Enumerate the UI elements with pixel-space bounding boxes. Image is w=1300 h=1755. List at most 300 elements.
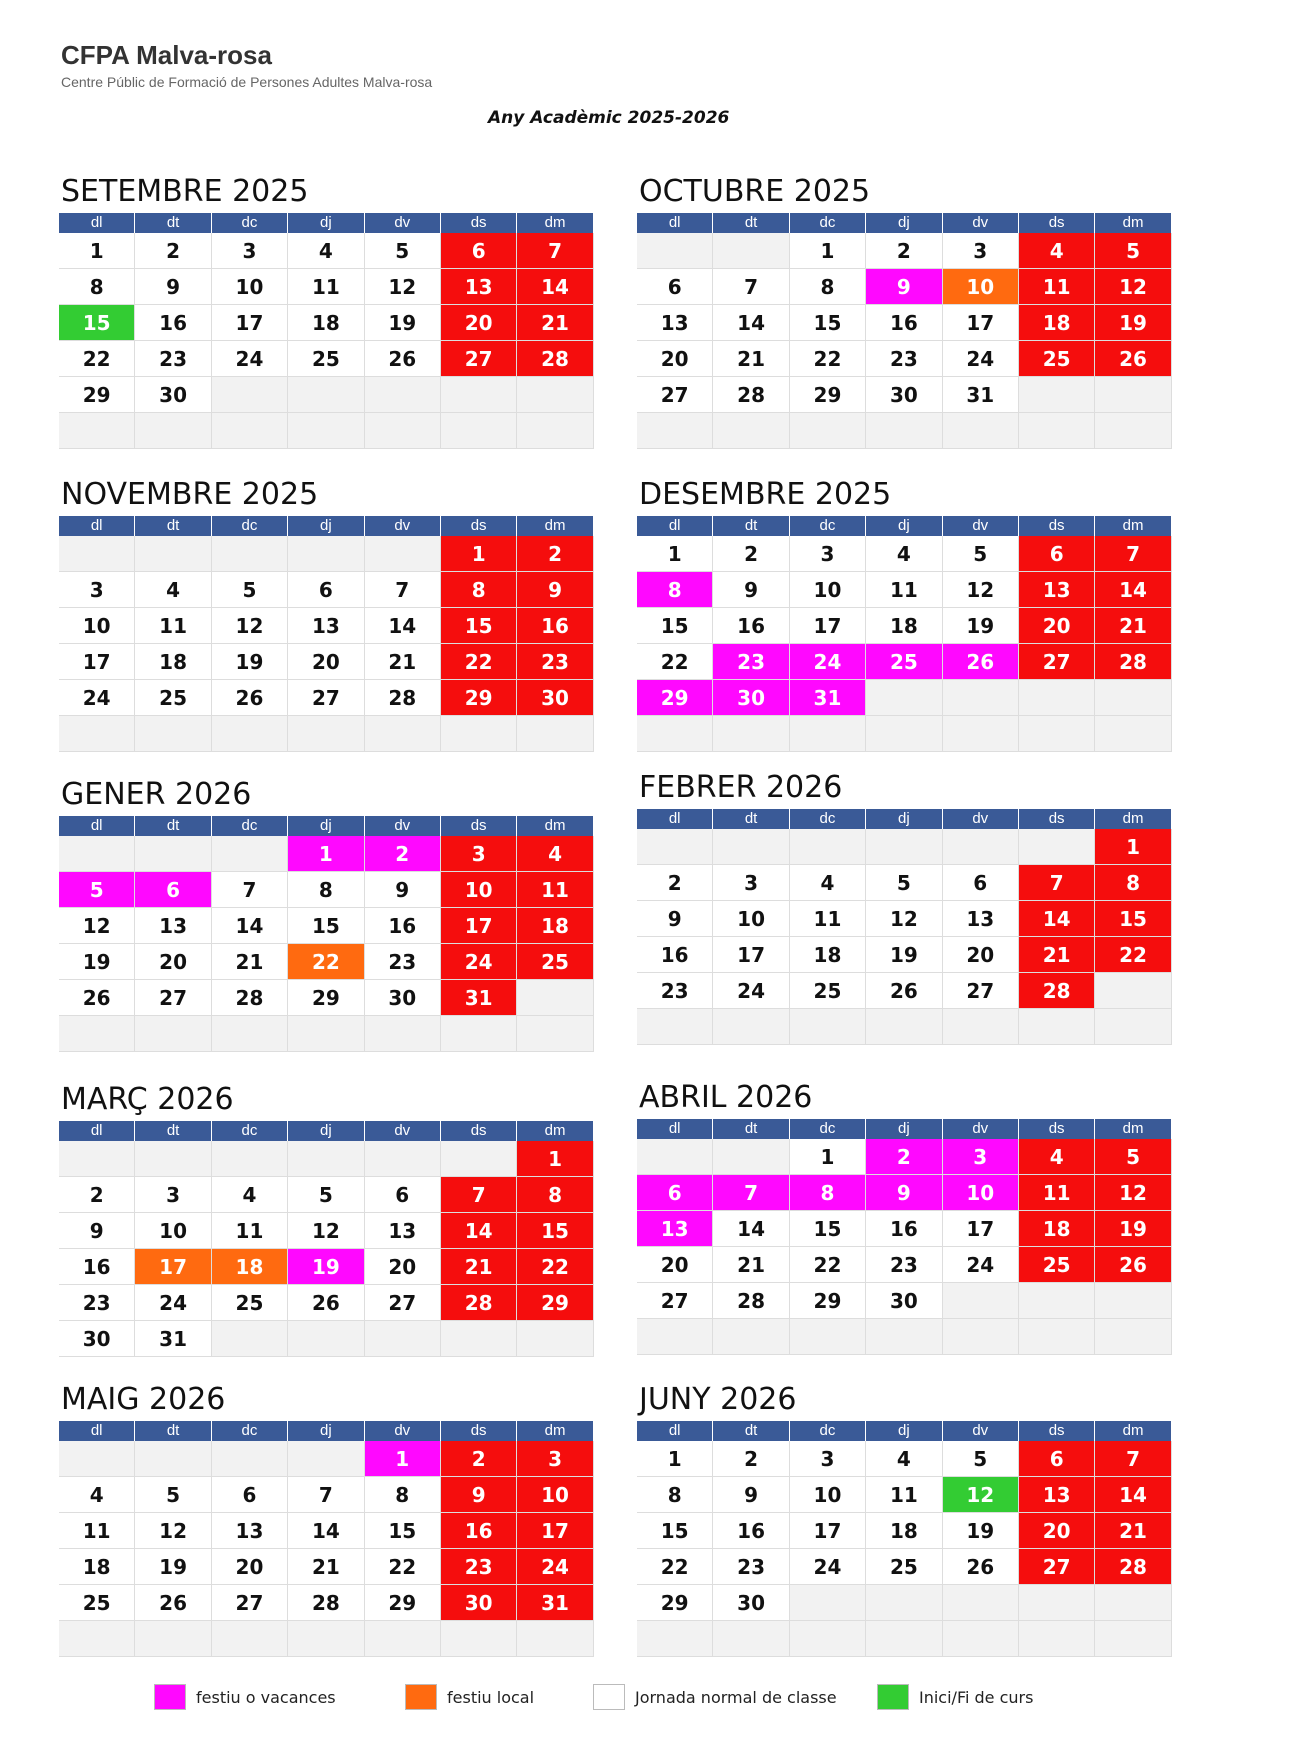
empty-day-cell: [59, 413, 135, 449]
day-cell: 1: [365, 1441, 441, 1477]
day-cell: 26: [59, 980, 135, 1016]
day-cell: 3: [135, 1177, 211, 1213]
day-cell: 1: [790, 233, 866, 269]
weekday-header: dl: [637, 809, 713, 829]
empty-day-cell: [943, 413, 1019, 449]
day-cell: 6: [943, 865, 1019, 901]
empty-day-cell: [790, 413, 866, 449]
day-cell: 20: [288, 644, 364, 680]
empty-day-cell: [790, 716, 866, 752]
day-cell: 30: [517, 680, 593, 716]
empty-day-cell: [1019, 1585, 1095, 1621]
day-cell: 31: [943, 377, 1019, 413]
day-cell: 15: [288, 908, 364, 944]
empty-day-cell: [943, 1621, 1019, 1657]
empty-day-cell: [135, 1441, 211, 1477]
day-cell: 17: [441, 908, 517, 944]
day-cell: 7: [1095, 536, 1171, 572]
day-cell: 17: [790, 1513, 866, 1549]
day-cell: 27: [1019, 1549, 1095, 1585]
day-cell: 27: [135, 980, 211, 1016]
day-cell: 27: [637, 377, 713, 413]
empty-day-cell: [1019, 829, 1095, 865]
day-cell: 25: [288, 341, 364, 377]
day-cell: 5: [135, 1477, 211, 1513]
month-grid: [637, 516, 1172, 752]
weekday-header: ds: [1019, 213, 1095, 233]
empty-day-cell: [637, 413, 713, 449]
day-cell: 9: [441, 1477, 517, 1513]
day-cell: 28: [365, 680, 441, 716]
day-cell: 21: [713, 1247, 789, 1283]
day-cell: 26: [212, 680, 288, 716]
weekday-header: dm: [1095, 809, 1171, 829]
day-cell: 25: [866, 644, 942, 680]
day-cell: 27: [365, 1285, 441, 1321]
empty-day-cell: [1095, 413, 1171, 449]
day-cell: 18: [288, 305, 364, 341]
empty-day-cell: [866, 413, 942, 449]
day-cell: 23: [866, 341, 942, 377]
day-cell: 10: [790, 1477, 866, 1513]
day-cell: 1: [637, 536, 713, 572]
day-cell: 20: [637, 1247, 713, 1283]
day-cell: 25: [212, 1285, 288, 1321]
legend-item-normal-day: [593, 1683, 837, 1711]
day-cell: 5: [288, 1177, 364, 1213]
day-cell: 16: [866, 1211, 942, 1247]
day-cell: 15: [59, 305, 135, 341]
day-cell: 24: [943, 341, 1019, 377]
day-cell: 23: [713, 1549, 789, 1585]
weekday-header: dj: [288, 1421, 364, 1441]
weekday-header: dc: [790, 1119, 866, 1139]
weekday-header: dj: [866, 1119, 942, 1139]
month-grid: [637, 1119, 1172, 1355]
weekday-header: dv: [943, 1421, 1019, 1441]
empty-day-cell: [441, 716, 517, 752]
empty-day-cell: [365, 413, 441, 449]
day-cell: 16: [713, 1513, 789, 1549]
day-cell: 4: [790, 865, 866, 901]
day-cell: 3: [713, 865, 789, 901]
empty-day-cell: [135, 836, 211, 872]
day-cell: 20: [1019, 1513, 1095, 1549]
empty-day-cell: [517, 377, 593, 413]
day-cell: 2: [365, 836, 441, 872]
day-cell: 17: [790, 608, 866, 644]
weekday-header: ds: [441, 213, 517, 233]
day-cell: 17: [212, 305, 288, 341]
day-cell: 27: [1019, 644, 1095, 680]
empty-day-cell: [790, 829, 866, 865]
empty-day-cell: [59, 836, 135, 872]
empty-day-cell: [135, 1621, 211, 1657]
empty-day-cell: [59, 1441, 135, 1477]
empty-day-cell: [1095, 377, 1171, 413]
weekday-header: dj: [288, 1121, 364, 1141]
empty-day-cell: [790, 1621, 866, 1657]
day-cell: 14: [517, 269, 593, 305]
day-cell: 14: [365, 608, 441, 644]
day-cell: 14: [1095, 572, 1171, 608]
weekday-header: dj: [866, 1421, 942, 1441]
day-cell: 29: [59, 377, 135, 413]
empty-day-cell: [1095, 973, 1171, 1009]
day-cell: 11: [790, 901, 866, 937]
weekday-header: dt: [135, 516, 211, 536]
day-cell: 19: [59, 944, 135, 980]
day-cell: 21: [517, 305, 593, 341]
day-cell: 3: [790, 1441, 866, 1477]
empty-day-cell: [441, 1141, 517, 1177]
day-cell: 29: [637, 1585, 713, 1621]
day-cell: 1: [637, 1441, 713, 1477]
day-cell: 9: [866, 1175, 942, 1211]
day-cell: 16: [866, 305, 942, 341]
legend: [0, 1683, 1300, 1713]
day-cell: 22: [1095, 937, 1171, 973]
day-cell: 13: [288, 608, 364, 644]
empty-day-cell: [212, 716, 288, 752]
day-cell: 31: [135, 1321, 211, 1357]
empty-day-cell: [1019, 1621, 1095, 1657]
empty-day-cell: [288, 413, 364, 449]
day-cell: 2: [59, 1177, 135, 1213]
day-cell: 1: [1095, 829, 1171, 865]
empty-day-cell: [713, 1319, 789, 1355]
day-cell: 29: [790, 377, 866, 413]
day-cell: 16: [59, 1249, 135, 1285]
empty-day-cell: [59, 1621, 135, 1657]
weekday-header: dv: [365, 1421, 441, 1441]
day-cell: 6: [1019, 1441, 1095, 1477]
weekday-header: dm: [517, 1421, 593, 1441]
day-cell: 11: [866, 572, 942, 608]
empty-day-cell: [1019, 716, 1095, 752]
day-cell: 22: [637, 644, 713, 680]
day-cell: 20: [441, 305, 517, 341]
empty-day-cell: [135, 1141, 211, 1177]
school-subtitle: Centre Públic de Formació de Persones Adultes Malva-rosa: [61, 74, 433, 90]
academic-year: Any Acadèmic 2025-2026: [488, 108, 730, 128]
empty-day-cell: [1095, 1283, 1171, 1319]
weekday-header: dv: [943, 516, 1019, 536]
day-cell: 7: [441, 1177, 517, 1213]
day-cell: 3: [59, 572, 135, 608]
day-cell: 24: [212, 341, 288, 377]
day-cell: 27: [637, 1283, 713, 1319]
empty-day-cell: [212, 836, 288, 872]
day-cell: 24: [441, 944, 517, 980]
empty-day-cell: [713, 1621, 789, 1657]
weekday-header: ds: [1019, 809, 1095, 829]
empty-day-cell: [637, 1139, 713, 1175]
day-cell: 14: [713, 1211, 789, 1247]
day-cell: 19: [1095, 305, 1171, 341]
school-name: CFPA Malva-rosa: [61, 40, 272, 70]
day-cell: 23: [365, 944, 441, 980]
empty-day-cell: [212, 1321, 288, 1357]
empty-day-cell: [943, 1585, 1019, 1621]
day-cell: 12: [1095, 269, 1171, 305]
day-cell: 21: [713, 341, 789, 377]
day-cell: 19: [365, 305, 441, 341]
legend-item-holiday: [154, 1683, 336, 1711]
month-title: NOVEMBRE 2025: [61, 477, 319, 512]
day-cell: 22: [790, 1247, 866, 1283]
legend-swatch-normal-day: [593, 1684, 625, 1710]
day-cell: 13: [441, 269, 517, 305]
empty-day-cell: [1095, 1585, 1171, 1621]
day-cell: 8: [790, 269, 866, 305]
day-cell: 30: [713, 1585, 789, 1621]
day-cell: 23: [713, 644, 789, 680]
weekday-header: dm: [1095, 213, 1171, 233]
day-cell: 18: [59, 1549, 135, 1585]
day-cell: 22: [517, 1249, 593, 1285]
day-cell: 12: [866, 901, 942, 937]
month-grid: [637, 213, 1172, 449]
month-grid: [637, 809, 1172, 1045]
day-cell: 26: [365, 341, 441, 377]
day-cell: 27: [288, 680, 364, 716]
empty-day-cell: [637, 1009, 713, 1045]
weekday-header: dv: [365, 213, 441, 233]
empty-day-cell: [135, 413, 211, 449]
empty-day-cell: [713, 233, 789, 269]
day-cell: 22: [637, 1549, 713, 1585]
day-cell: 11: [212, 1213, 288, 1249]
day-cell: 30: [365, 980, 441, 1016]
day-cell: 19: [1095, 1211, 1171, 1247]
day-cell: 15: [365, 1513, 441, 1549]
day-cell: 8: [59, 269, 135, 305]
empty-day-cell: [1019, 1319, 1095, 1355]
day-cell: 20: [365, 1249, 441, 1285]
day-cell: 17: [517, 1513, 593, 1549]
day-cell: 22: [790, 341, 866, 377]
day-cell: 2: [866, 233, 942, 269]
day-cell: 10: [790, 572, 866, 608]
day-cell: 16: [637, 937, 713, 973]
day-cell: 7: [212, 872, 288, 908]
day-cell: 21: [1095, 608, 1171, 644]
weekday-header: dt: [135, 1121, 211, 1141]
month-grid: [59, 1121, 594, 1357]
day-cell: 5: [59, 872, 135, 908]
weekday-header: ds: [1019, 1119, 1095, 1139]
day-cell: 15: [517, 1213, 593, 1249]
day-cell: 14: [1095, 1477, 1171, 1513]
weekday-header: dl: [637, 1119, 713, 1139]
day-cell: 11: [59, 1513, 135, 1549]
weekday-header: dm: [517, 213, 593, 233]
day-cell: 12: [943, 572, 1019, 608]
weekday-header: dj: [288, 516, 364, 536]
day-cell: 25: [517, 944, 593, 980]
weekday-header: dj: [288, 213, 364, 233]
day-cell: 16: [365, 908, 441, 944]
weekday-header: dt: [135, 816, 211, 836]
empty-day-cell: [365, 1016, 441, 1052]
weekday-header: dm: [1095, 1119, 1171, 1139]
month-title: FEBRER 2026: [639, 770, 843, 805]
weekday-header: dc: [212, 516, 288, 536]
empty-day-cell: [517, 980, 593, 1016]
day-cell: 3: [943, 1139, 1019, 1175]
weekday-header: dj: [866, 516, 942, 536]
weekday-header: dl: [59, 1421, 135, 1441]
empty-day-cell: [1095, 716, 1171, 752]
day-cell: 10: [943, 1175, 1019, 1211]
day-cell: 18: [1019, 305, 1095, 341]
month-grid: [59, 1421, 594, 1657]
weekday-header: ds: [441, 1421, 517, 1441]
day-cell: 6: [441, 233, 517, 269]
day-cell: 11: [1019, 269, 1095, 305]
day-cell: 22: [288, 944, 364, 980]
empty-day-cell: [1095, 1319, 1171, 1355]
day-cell: 18: [866, 1513, 942, 1549]
day-cell: 7: [1095, 1441, 1171, 1477]
day-cell: 22: [365, 1549, 441, 1585]
day-cell: 24: [790, 1549, 866, 1585]
month-title: OCTUBRE 2025: [639, 174, 871, 209]
legend-label: festiu local: [447, 1687, 535, 1707]
day-cell: 21: [365, 644, 441, 680]
day-cell: 8: [365, 1477, 441, 1513]
day-cell: 5: [365, 233, 441, 269]
day-cell: 3: [790, 536, 866, 572]
day-cell: 30: [59, 1321, 135, 1357]
day-cell: 13: [637, 305, 713, 341]
empty-day-cell: [637, 233, 713, 269]
day-cell: 9: [866, 269, 942, 305]
empty-day-cell: [365, 1621, 441, 1657]
month-grid: [59, 213, 594, 449]
weekday-header: ds: [441, 816, 517, 836]
weekday-header: dm: [1095, 1421, 1171, 1441]
empty-day-cell: [1095, 1009, 1171, 1045]
day-cell: 9: [365, 872, 441, 908]
empty-day-cell: [790, 1319, 866, 1355]
day-cell: 1: [288, 836, 364, 872]
month-title: GENER 2026: [61, 777, 252, 812]
empty-day-cell: [59, 536, 135, 572]
day-cell: 10: [59, 608, 135, 644]
day-cell: 12: [212, 608, 288, 644]
day-cell: 9: [713, 1477, 789, 1513]
day-cell: 18: [1019, 1211, 1095, 1247]
empty-day-cell: [943, 680, 1019, 716]
weekday-header: dl: [59, 213, 135, 233]
day-cell: 7: [517, 233, 593, 269]
month-grid: [637, 1421, 1172, 1657]
day-cell: 17: [713, 937, 789, 973]
weekday-header: dv: [943, 1119, 1019, 1139]
month-grid: [59, 816, 594, 1052]
weekday-header: dc: [790, 809, 866, 829]
day-cell: 17: [943, 1211, 1019, 1247]
weekday-header: dl: [637, 1421, 713, 1441]
day-cell: 7: [365, 572, 441, 608]
day-cell: 7: [1019, 865, 1095, 901]
weekday-header: dc: [212, 1421, 288, 1441]
day-cell: 6: [212, 1477, 288, 1513]
empty-day-cell: [441, 1621, 517, 1657]
day-cell: 27: [943, 973, 1019, 1009]
weekday-header: dj: [288, 816, 364, 836]
empty-day-cell: [790, 1585, 866, 1621]
day-cell: 8: [637, 1477, 713, 1513]
empty-day-cell: [713, 1009, 789, 1045]
day-cell: 8: [441, 572, 517, 608]
empty-day-cell: [212, 1621, 288, 1657]
day-cell: 25: [1019, 1247, 1095, 1283]
day-cell: 15: [790, 305, 866, 341]
empty-day-cell: [59, 716, 135, 752]
weekday-header: dc: [790, 1421, 866, 1441]
month-title: ABRIL 2026: [639, 1080, 813, 1115]
day-cell: 18: [212, 1249, 288, 1285]
empty-day-cell: [365, 1321, 441, 1357]
empty-day-cell: [713, 829, 789, 865]
legend-label: Inici/Fi de curs: [919, 1687, 1034, 1707]
day-cell: 24: [59, 680, 135, 716]
day-cell: 4: [1019, 233, 1095, 269]
empty-day-cell: [943, 716, 1019, 752]
day-cell: 18: [517, 908, 593, 944]
day-cell: 2: [866, 1139, 942, 1175]
empty-day-cell: [212, 1016, 288, 1052]
day-cell: 31: [517, 1585, 593, 1621]
weekday-header: dj: [866, 213, 942, 233]
empty-day-cell: [943, 1283, 1019, 1319]
day-cell: 12: [365, 269, 441, 305]
day-cell: 6: [365, 1177, 441, 1213]
legend-item-local-holiday: [405, 1683, 534, 1711]
day-cell: 1: [517, 1141, 593, 1177]
day-cell: 28: [1019, 973, 1095, 1009]
day-cell: 13: [365, 1213, 441, 1249]
empty-day-cell: [288, 536, 364, 572]
legend-label: Jornada normal de classe: [635, 1687, 837, 1707]
empty-day-cell: [365, 536, 441, 572]
empty-day-cell: [517, 1016, 593, 1052]
day-cell: 10: [441, 872, 517, 908]
day-cell: 20: [637, 341, 713, 377]
day-cell: 10: [713, 901, 789, 937]
empty-day-cell: [288, 716, 364, 752]
day-cell: 5: [866, 865, 942, 901]
day-cell: 13: [1019, 1477, 1095, 1513]
day-cell: 26: [1095, 341, 1171, 377]
weekday-header: dv: [365, 1121, 441, 1141]
day-cell: 21: [1095, 1513, 1171, 1549]
month-title: SETEMBRE 2025: [61, 174, 309, 209]
day-cell: 28: [441, 1285, 517, 1321]
weekday-header: dv: [943, 213, 1019, 233]
empty-day-cell: [713, 413, 789, 449]
day-cell: 4: [135, 572, 211, 608]
weekday-header: dv: [365, 816, 441, 836]
day-cell: 1: [59, 233, 135, 269]
legend-label: festiu o vacances: [196, 1687, 336, 1707]
day-cell: 9: [517, 572, 593, 608]
day-cell: 23: [517, 644, 593, 680]
empty-day-cell: [943, 829, 1019, 865]
